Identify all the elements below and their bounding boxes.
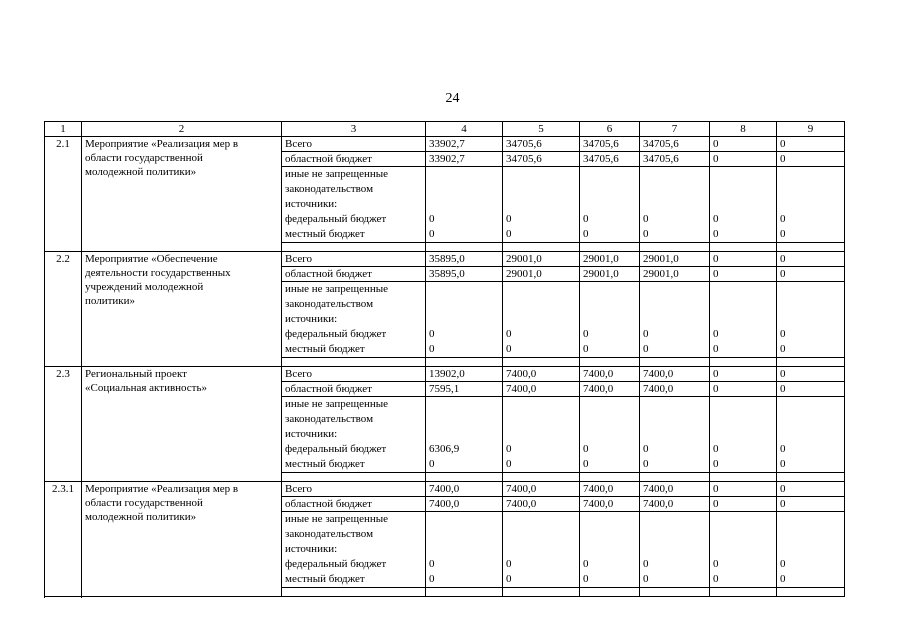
item-name-line: «Социальная активность» [85,382,208,394]
source-label-line: источники: [285,313,338,325]
value-cell: 34705,6 [503,152,580,167]
value-cell: 0 [710,152,777,167]
empty-cell [282,243,426,252]
empty-cell [777,358,845,367]
empty-cell [710,588,777,597]
item-number: 2.3 [45,367,82,482]
value-local: 0 [583,458,589,470]
value-local: 0 [780,573,786,585]
value-cell-group [640,282,710,358]
empty-cell [503,588,580,597]
source-other-label [282,512,426,588]
source-total-label: Всего [282,252,426,267]
source-label-line: источники: [285,543,338,555]
value-local: 0 [429,573,435,585]
value-cell: 7400,0 [503,482,580,497]
value-cell-group [503,282,580,358]
value-federal: 0 [429,213,435,225]
value-cell-group [426,167,503,243]
value-cell-group [503,167,580,243]
value-local: 0 [780,458,786,470]
value-federal: 0 [643,328,649,340]
source-label-line: иные не запрещенные [285,513,389,525]
value-cell-group [710,167,777,243]
value-cell-group [640,512,710,588]
value-cell-group [710,397,777,473]
item-name-line: молодежной политики» [85,511,197,523]
value-cell: 7400,0 [426,497,503,512]
table-row-total [45,252,845,267]
value-local: 0 [429,228,435,240]
value-cell: 0 [710,367,777,382]
value-cell: 29001,0 [640,267,710,282]
value-cell: 29001,0 [503,252,580,267]
source-regional-label: областной бюджет [282,152,426,167]
value-cell-group [710,512,777,588]
value-federal: 0 [713,558,719,570]
value-cell: 0 [710,497,777,512]
value-cell: 7400,0 [503,367,580,382]
value-federal: 0 [713,213,719,225]
source-other-label [282,167,426,243]
value-cell: 0 [710,267,777,282]
column-number-row [45,122,845,137]
value-cell: 34705,6 [580,152,640,167]
source-total-label: Всего [282,482,426,497]
value-cell-group [580,167,640,243]
item-name [82,482,282,597]
value-local: 0 [713,343,719,355]
value-cell-group [580,397,640,473]
source-label-line: законодательством [285,183,374,195]
value-cell: 0 [777,267,845,282]
value-local: 0 [506,228,512,240]
column-header: 3 [282,122,426,137]
source-label-line: источники: [285,198,338,210]
empty-cell [580,588,640,597]
source-label-line: местный бюджет [285,228,365,240]
item-name [82,367,282,482]
empty-cell [580,358,640,367]
value-cell-group [777,167,845,243]
value-federal: 0 [506,558,512,570]
item-name-line: области государственной [85,497,203,509]
empty-cell [426,588,503,597]
empty-cell [777,473,845,482]
value-federal: 0 [643,213,649,225]
budget-table-body [45,137,845,597]
source-label-line: федеральный бюджет [285,213,387,225]
value-local: 0 [643,228,649,240]
empty-cell [580,243,640,252]
column-header: 9 [777,122,845,137]
item-name-line: области государственной [85,152,203,164]
source-label-line: местный бюджет [285,458,365,470]
value-cell-group [580,282,640,358]
item-number: 2.1 [45,137,82,252]
value-cell-group [426,282,503,358]
source-total-label: Всего [282,367,426,382]
value-cell: 34705,6 [580,137,640,152]
empty-cell [640,358,710,367]
source-label-line: федеральный бюджет [285,328,387,340]
value-federal: 0 [713,328,719,340]
source-label-line: местный бюджет [285,573,365,585]
value-cell: 33902,7 [426,137,503,152]
item-name-line: учреждений молодежной [85,281,204,293]
value-cell-group [580,512,640,588]
value-federal: 6306,9 [429,443,460,455]
value-local: 0 [713,573,719,585]
item-number: 2.2 [45,252,82,367]
item-number: 2.3.1 [45,482,82,597]
value-federal: 0 [583,443,589,455]
source-label-line: законодательством [285,528,374,540]
empty-cell [282,473,426,482]
value-local: 0 [713,228,719,240]
item-name-line: Мероприятие «Обеспечение [85,253,218,265]
value-cell: 29001,0 [640,252,710,267]
empty-cell [710,473,777,482]
value-local: 0 [429,343,435,355]
value-cell: 0 [777,482,845,497]
value-cell: 34705,6 [640,152,710,167]
value-local: 0 [643,343,649,355]
value-federal: 0 [780,328,786,340]
value-cell: 0 [777,137,845,152]
value-cell: 7400,0 [503,382,580,397]
empty-cell [503,473,580,482]
value-cell-group [777,397,845,473]
value-federal: 0 [643,558,649,570]
value-cell: 7400,0 [640,497,710,512]
column-header: 4 [426,122,503,137]
column-header: 8 [710,122,777,137]
table-row-total [45,482,845,497]
column-header: 7 [640,122,710,137]
value-cell: 0 [710,252,777,267]
value-cell: 7400,0 [640,482,710,497]
value-local: 0 [429,458,435,470]
empty-cell [710,358,777,367]
value-cell-group [503,512,580,588]
value-local: 0 [643,458,649,470]
empty-cell [640,473,710,482]
empty-cell [426,358,503,367]
source-label-line: иные не запрещенные [285,283,389,295]
page-number: 24 [445,91,460,106]
value-federal: 0 [780,558,786,570]
value-local: 0 [506,343,512,355]
source-regional-label: областной бюджет [282,267,426,282]
item-name [82,252,282,367]
empty-cell [640,243,710,252]
item-name [82,137,282,252]
value-cell: 0 [710,482,777,497]
column-header: 6 [580,122,640,137]
empty-cell [640,588,710,597]
value-federal: 0 [429,328,435,340]
empty-cell [282,588,426,597]
value-federal: 0 [643,443,649,455]
value-local: 0 [583,228,589,240]
value-cell: 7400,0 [426,482,503,497]
value-cell: 29001,0 [580,252,640,267]
value-cell: 0 [777,152,845,167]
value-cell: 7400,0 [580,497,640,512]
value-local: 0 [643,573,649,585]
value-federal: 0 [506,328,512,340]
source-label-line: иные не запрещенные [285,398,389,410]
value-federal: 0 [583,328,589,340]
value-cell: 33902,7 [426,152,503,167]
value-federal: 0 [506,443,512,455]
value-cell: 35895,0 [426,267,503,282]
value-local: 0 [583,343,589,355]
value-cell: 34705,6 [640,137,710,152]
value-cell: 0 [777,497,845,512]
value-cell: 0 [777,252,845,267]
value-local: 0 [780,228,786,240]
source-other-label [282,397,426,473]
value-cell-group [640,167,710,243]
item-name-line: Мероприятие «Реализация мер в [85,483,239,495]
source-label-line: иные не запрещенные [285,168,389,180]
value-cell: 7400,0 [640,382,710,397]
value-cell-group [503,397,580,473]
empty-cell [777,243,845,252]
value-local: 0 [506,458,512,470]
column-header: 2 [82,122,282,137]
source-label-line: федеральный бюджет [285,443,387,455]
value-cell: 7400,0 [580,367,640,382]
value-local: 0 [780,343,786,355]
value-cell: 35895,0 [426,252,503,267]
value-cell-group [777,282,845,358]
item-name-line: молодежной политики» [85,166,197,178]
value-cell: 0 [710,382,777,397]
table-row-total [45,137,845,152]
value-cell-group [710,282,777,358]
value-federal: 0 [780,213,786,225]
budget-table [44,121,845,597]
value-cell-group [640,397,710,473]
value-cell: 0 [777,367,845,382]
item-name-line: Мероприятие «Реализация мер в [85,138,239,150]
value-local: 0 [506,573,512,585]
item-name-line: политики» [85,295,136,307]
value-federal: 0 [429,558,435,570]
source-label-line: законодательством [285,413,374,425]
empty-cell [426,473,503,482]
value-cell: 7400,0 [580,482,640,497]
value-cell: 7400,0 [640,367,710,382]
value-cell: 29001,0 [580,267,640,282]
value-federal: 0 [780,443,786,455]
table-row-total [45,367,845,382]
source-total-label: Всего [282,137,426,152]
item-name-line: Региональный проект [85,368,187,380]
item-name-line: деятельности государственных [85,267,231,279]
empty-cell [580,473,640,482]
value-cell: 0 [710,137,777,152]
value-cell: 7595,1 [426,382,503,397]
value-cell: 7400,0 [580,382,640,397]
source-label-line: источники: [285,428,338,440]
empty-cell [426,243,503,252]
value-federal: 0 [713,443,719,455]
empty-cell [282,358,426,367]
empty-cell [777,588,845,597]
value-local: 0 [583,573,589,585]
value-federal: 0 [583,558,589,570]
value-cell: 0 [777,382,845,397]
value-cell: 34705,6 [503,137,580,152]
value-cell-group [777,512,845,588]
source-label-line: местный бюджет [285,343,365,355]
column-header: 5 [503,122,580,137]
value-cell: 13902,0 [426,367,503,382]
source-regional-label: областной бюджет [282,382,426,397]
source-regional-label: областной бюджет [282,497,426,512]
value-federal: 0 [506,213,512,225]
source-label-line: федеральный бюджет [285,558,387,570]
source-label-line: законодательством [285,298,374,310]
value-federal: 0 [583,213,589,225]
value-cell-group [426,397,503,473]
column-header: 1 [45,122,82,137]
empty-cell [503,243,580,252]
value-cell-group [426,512,503,588]
source-other-label [282,282,426,358]
value-cell: 7400,0 [503,497,580,512]
empty-cell [503,358,580,367]
value-cell: 29001,0 [503,267,580,282]
value-local: 0 [713,458,719,470]
empty-cell [710,243,777,252]
